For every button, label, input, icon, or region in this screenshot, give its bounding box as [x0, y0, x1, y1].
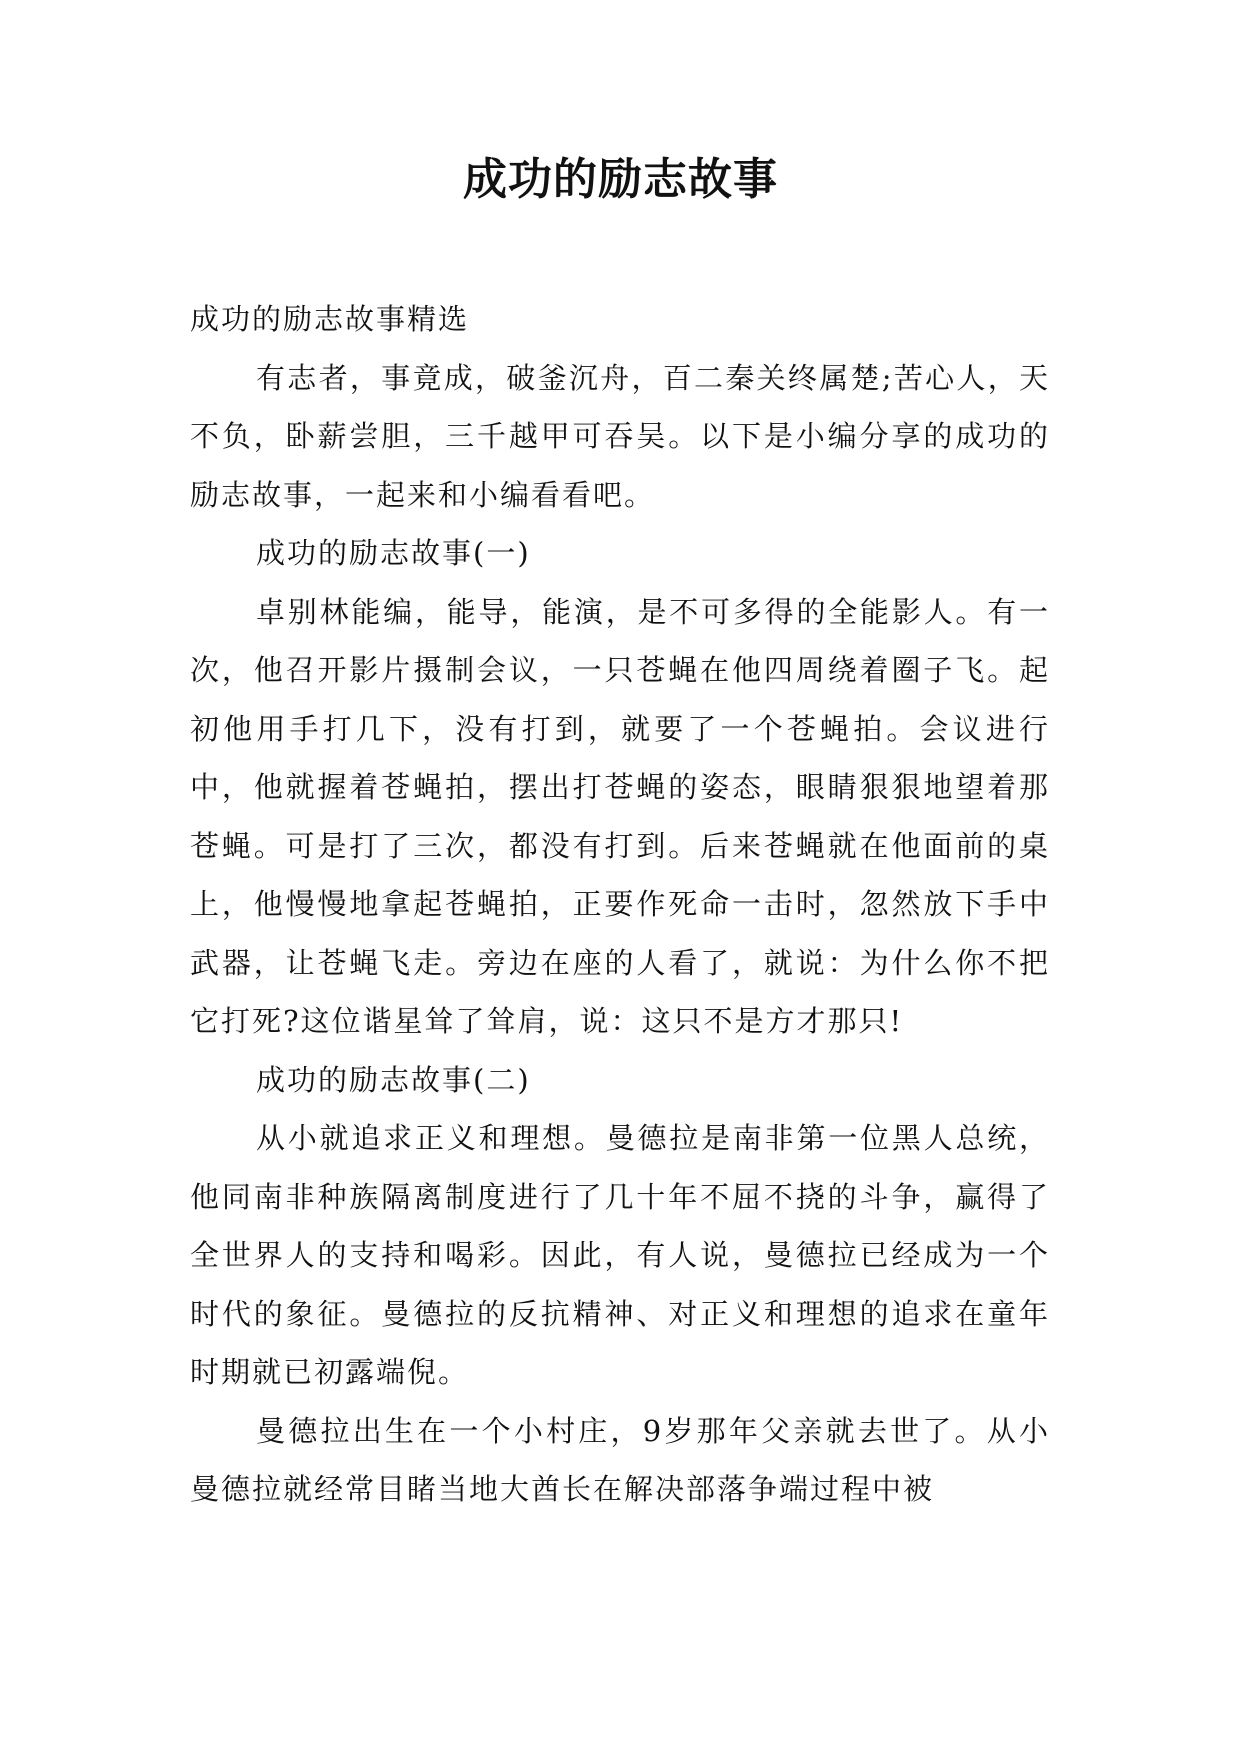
paragraph-subtitle: 成功的励志故事精选 — [190, 302, 470, 336]
document-title: 成功的励志故事 — [463, 154, 778, 205]
paragraph-story-2: 从小就追求正义和理想。曼德拉是南非第一位黑人总统，他同南非种族隔离制度进行了几十年不屈不挠的斗争，赢得了全世界人的支持和喝彩。因此，有人说，曼德拉已经成为一个时代的象征。曼德拉的反抗精神、对正义和理想的追求在童年时期就已初露端倪。 — [190, 1121, 1050, 1389]
paragraph-story-1: 卓别林能编，能导，能演，是不可多得的全能影人。有一次，他召开影片摄制会议，一只苍蝇在他四周绕着圈子飞。起初他用手打几下，没有打到，就要了一个苍蝇拍。会议进行中，他就握着苍蝇拍，摆出打苍蝇的姿态，眼睛狠狠地望着那苍蝇。可是打了三次，都没有打到。后来苍蝇就在他面前的桌上，他慢慢地拿起苍蝇拍，正要作死命一击时，忽然放下手中武器，让苍蝇飞走。旁边在座的人看了，就说：为什么你不把它打死?这位谐星耸了耸肩，说：这只不是方才那只! — [190, 594, 1050, 1038]
section-heading-2: 成功的励志故事(二) — [256, 1062, 531, 1097]
section-heading-1: 成功的励志故事(一) — [256, 536, 531, 570]
paragraph-intro: 有志者，事竟成，破釜沉舟，百二秦关终属楚;苦心人，天不负，卧薪尝胆，三千越甲可吞吴。以下是小编分享的成功的励志故事，一起来和小编看看吧。 — [190, 360, 1050, 512]
paragraph-story-2-continued: 曼德拉出生在一个小村庄，9岁那年父亲就去世了。从小曼德拉就经常目睹当地大酋长在解决部落争端过程中被 — [190, 1413, 1050, 1506]
document-body — [190, 290, 1050, 1519]
